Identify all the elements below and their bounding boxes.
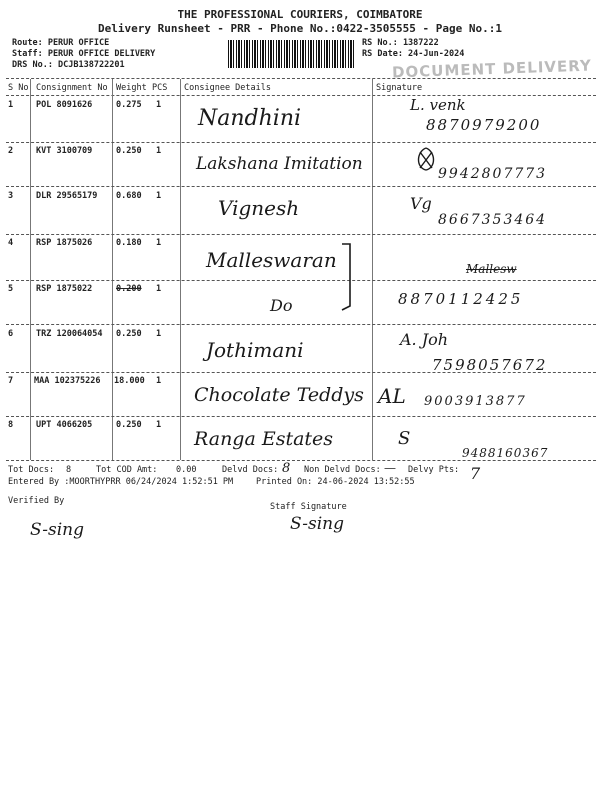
row-sno: 5 xyxy=(8,284,14,294)
row-sno: 3 xyxy=(8,191,14,201)
rs-date: RS Date: 24-Jun-2024 xyxy=(362,49,465,59)
row-sno: 7 xyxy=(8,376,14,386)
tot-cod-value: 0.00 xyxy=(176,465,197,475)
tot-cod-label: Tot COD Amt: xyxy=(96,465,158,475)
consignee-handwritten: Nandhini xyxy=(198,106,302,131)
bracket-mark-icon xyxy=(338,240,362,314)
row-weight: 18.000 xyxy=(114,376,145,386)
consignee-handwritten: Chocolate Teddys xyxy=(194,384,364,406)
row-weight: 0.250 xyxy=(116,420,142,430)
company-title: THE PROFESSIONAL COURIERS, COIMBATORE xyxy=(177,8,423,21)
phone-handwritten: 9942807773 xyxy=(438,166,548,182)
runsheet-subtitle: Delivery Runsheet - PRR - Phone No.:0422-3505555 - Page No.:1 xyxy=(98,22,502,35)
row-sno: 1 xyxy=(8,100,14,110)
col-sno: S No xyxy=(8,83,29,93)
row-sno: 2 xyxy=(8,146,14,156)
row-pcs: 1 xyxy=(156,238,162,248)
col-consignment: Consignment No xyxy=(36,83,108,93)
verified-by-label: Verified By xyxy=(8,496,65,506)
row-separator xyxy=(6,324,596,325)
signature-handwritten: L. venk xyxy=(410,96,466,114)
row-consignment: TRZ 120064054 xyxy=(36,329,103,339)
row-separator xyxy=(6,372,596,373)
verified-signature: S-sing xyxy=(30,520,85,540)
row-consignment: POL 8091626 xyxy=(36,100,93,110)
printed-on: Printed On: 24-06-2024 13:52:55 xyxy=(256,477,415,487)
phone-handwritten: 7598057672 xyxy=(432,356,548,374)
row-pcs: 1 xyxy=(156,329,162,339)
delvd-docs-value: 8 xyxy=(282,461,291,476)
consignee-handwritten: Jothimani xyxy=(206,338,304,362)
header-bottom-rule xyxy=(6,95,596,96)
col-divider xyxy=(180,79,181,460)
row-weight: 0.180 xyxy=(116,238,142,248)
row-weight: 0.275 xyxy=(116,100,142,110)
row-pcs: 1 xyxy=(156,420,162,430)
staff-text: Staff: PERUR OFFICE DELIVERY xyxy=(12,49,156,59)
phone-handwritten: 8870979200 xyxy=(426,116,542,134)
row-consignment: RSP 1875022 xyxy=(36,284,93,294)
row-pcs: 1 xyxy=(156,100,162,110)
row-weight: 0.250 xyxy=(116,146,142,156)
entered-by: Entered By :MOORTHYPRR 06/24/2024 1:52:51 PM xyxy=(8,477,234,487)
phone-handwritten: 8870112425 xyxy=(398,290,524,308)
row-consignment: KVT 3100709 xyxy=(36,146,93,156)
consignee-handwritten: Lakshana Imitation xyxy=(196,154,363,174)
signature-handwritten: Vg xyxy=(410,194,432,213)
row-weight: 0.250 xyxy=(116,329,142,339)
row-pcs: 1 xyxy=(156,191,162,201)
row-separator xyxy=(6,280,596,281)
row-separator xyxy=(6,142,596,143)
drs-number: DRS No.: DCJB138722201 xyxy=(12,60,125,70)
row-sno: 8 xyxy=(8,420,14,430)
row-consignment: RSP 1875026 xyxy=(36,238,93,248)
barcode-image xyxy=(228,40,356,68)
col-divider xyxy=(372,79,373,460)
phone-handwritten: 9003913877 xyxy=(424,394,527,409)
route-text: Route: PERUR OFFICE xyxy=(12,38,110,48)
col-divider xyxy=(112,79,113,460)
row-pcs: 1 xyxy=(156,284,162,294)
phone-handwritten: 8667353464 xyxy=(438,212,548,228)
non-delvd-label: Non Delvd Docs: xyxy=(304,465,381,475)
row-weight: 0.200 xyxy=(116,284,142,294)
col-signature: Signature xyxy=(376,83,423,93)
header-top-rule xyxy=(6,78,596,79)
delvd-docs-label: Delvd Docs: xyxy=(222,465,279,475)
consignee-handwritten: Do xyxy=(270,296,293,315)
table-bottom-rule xyxy=(6,460,596,461)
row-sno: 6 xyxy=(8,329,14,339)
row-separator xyxy=(6,416,596,417)
consignee-handwritten: Malleswaran xyxy=(206,248,337,272)
row-separator xyxy=(6,186,596,187)
staff-signature-label: Staff Signature xyxy=(270,502,347,512)
consignee-handwritten: Ranga Estates xyxy=(194,428,334,450)
row-consignment: MAA 102375226 xyxy=(34,376,101,386)
rs-number: RS No.: 1387222 xyxy=(362,38,439,48)
staff-signature: S-sing xyxy=(290,514,345,534)
consignee-handwritten: Vignesh xyxy=(218,196,300,220)
col-divider xyxy=(30,79,31,460)
delvy-pts-value: 7 xyxy=(470,464,481,483)
col-weight: Weight xyxy=(116,83,147,93)
document-delivery-stamp: DOCUMENT DELIVERY xyxy=(391,56,593,82)
col-consignee: Consignee Details xyxy=(184,83,271,93)
non-delvd-value: — xyxy=(384,461,396,475)
row-separator xyxy=(6,234,596,235)
row-pcs: 1 xyxy=(156,376,162,386)
row-weight: 0.680 xyxy=(116,191,142,201)
row-pcs: 1 xyxy=(156,146,162,156)
signature-handwritten: AL xyxy=(378,384,406,408)
delvy-pts-label: Delvy Pts: xyxy=(408,465,460,475)
signature-handwritten: A. Joh xyxy=(400,330,449,349)
row-sno: 4 xyxy=(8,238,14,248)
tot-docs-label: Tot Docs: xyxy=(8,465,55,475)
col-pcs: PCS xyxy=(152,83,168,93)
signature-handwritten: Mallesw xyxy=(466,262,517,276)
tot-docs-value: 8 xyxy=(66,465,72,475)
signature-scribble-icon xyxy=(414,146,438,174)
signature-handwritten: S xyxy=(398,428,411,449)
phone-handwritten: 9488160367 xyxy=(462,446,549,460)
row-consignment: UPT 4066205 xyxy=(36,420,93,430)
row-consignment: DLR 29565179 xyxy=(36,191,98,201)
